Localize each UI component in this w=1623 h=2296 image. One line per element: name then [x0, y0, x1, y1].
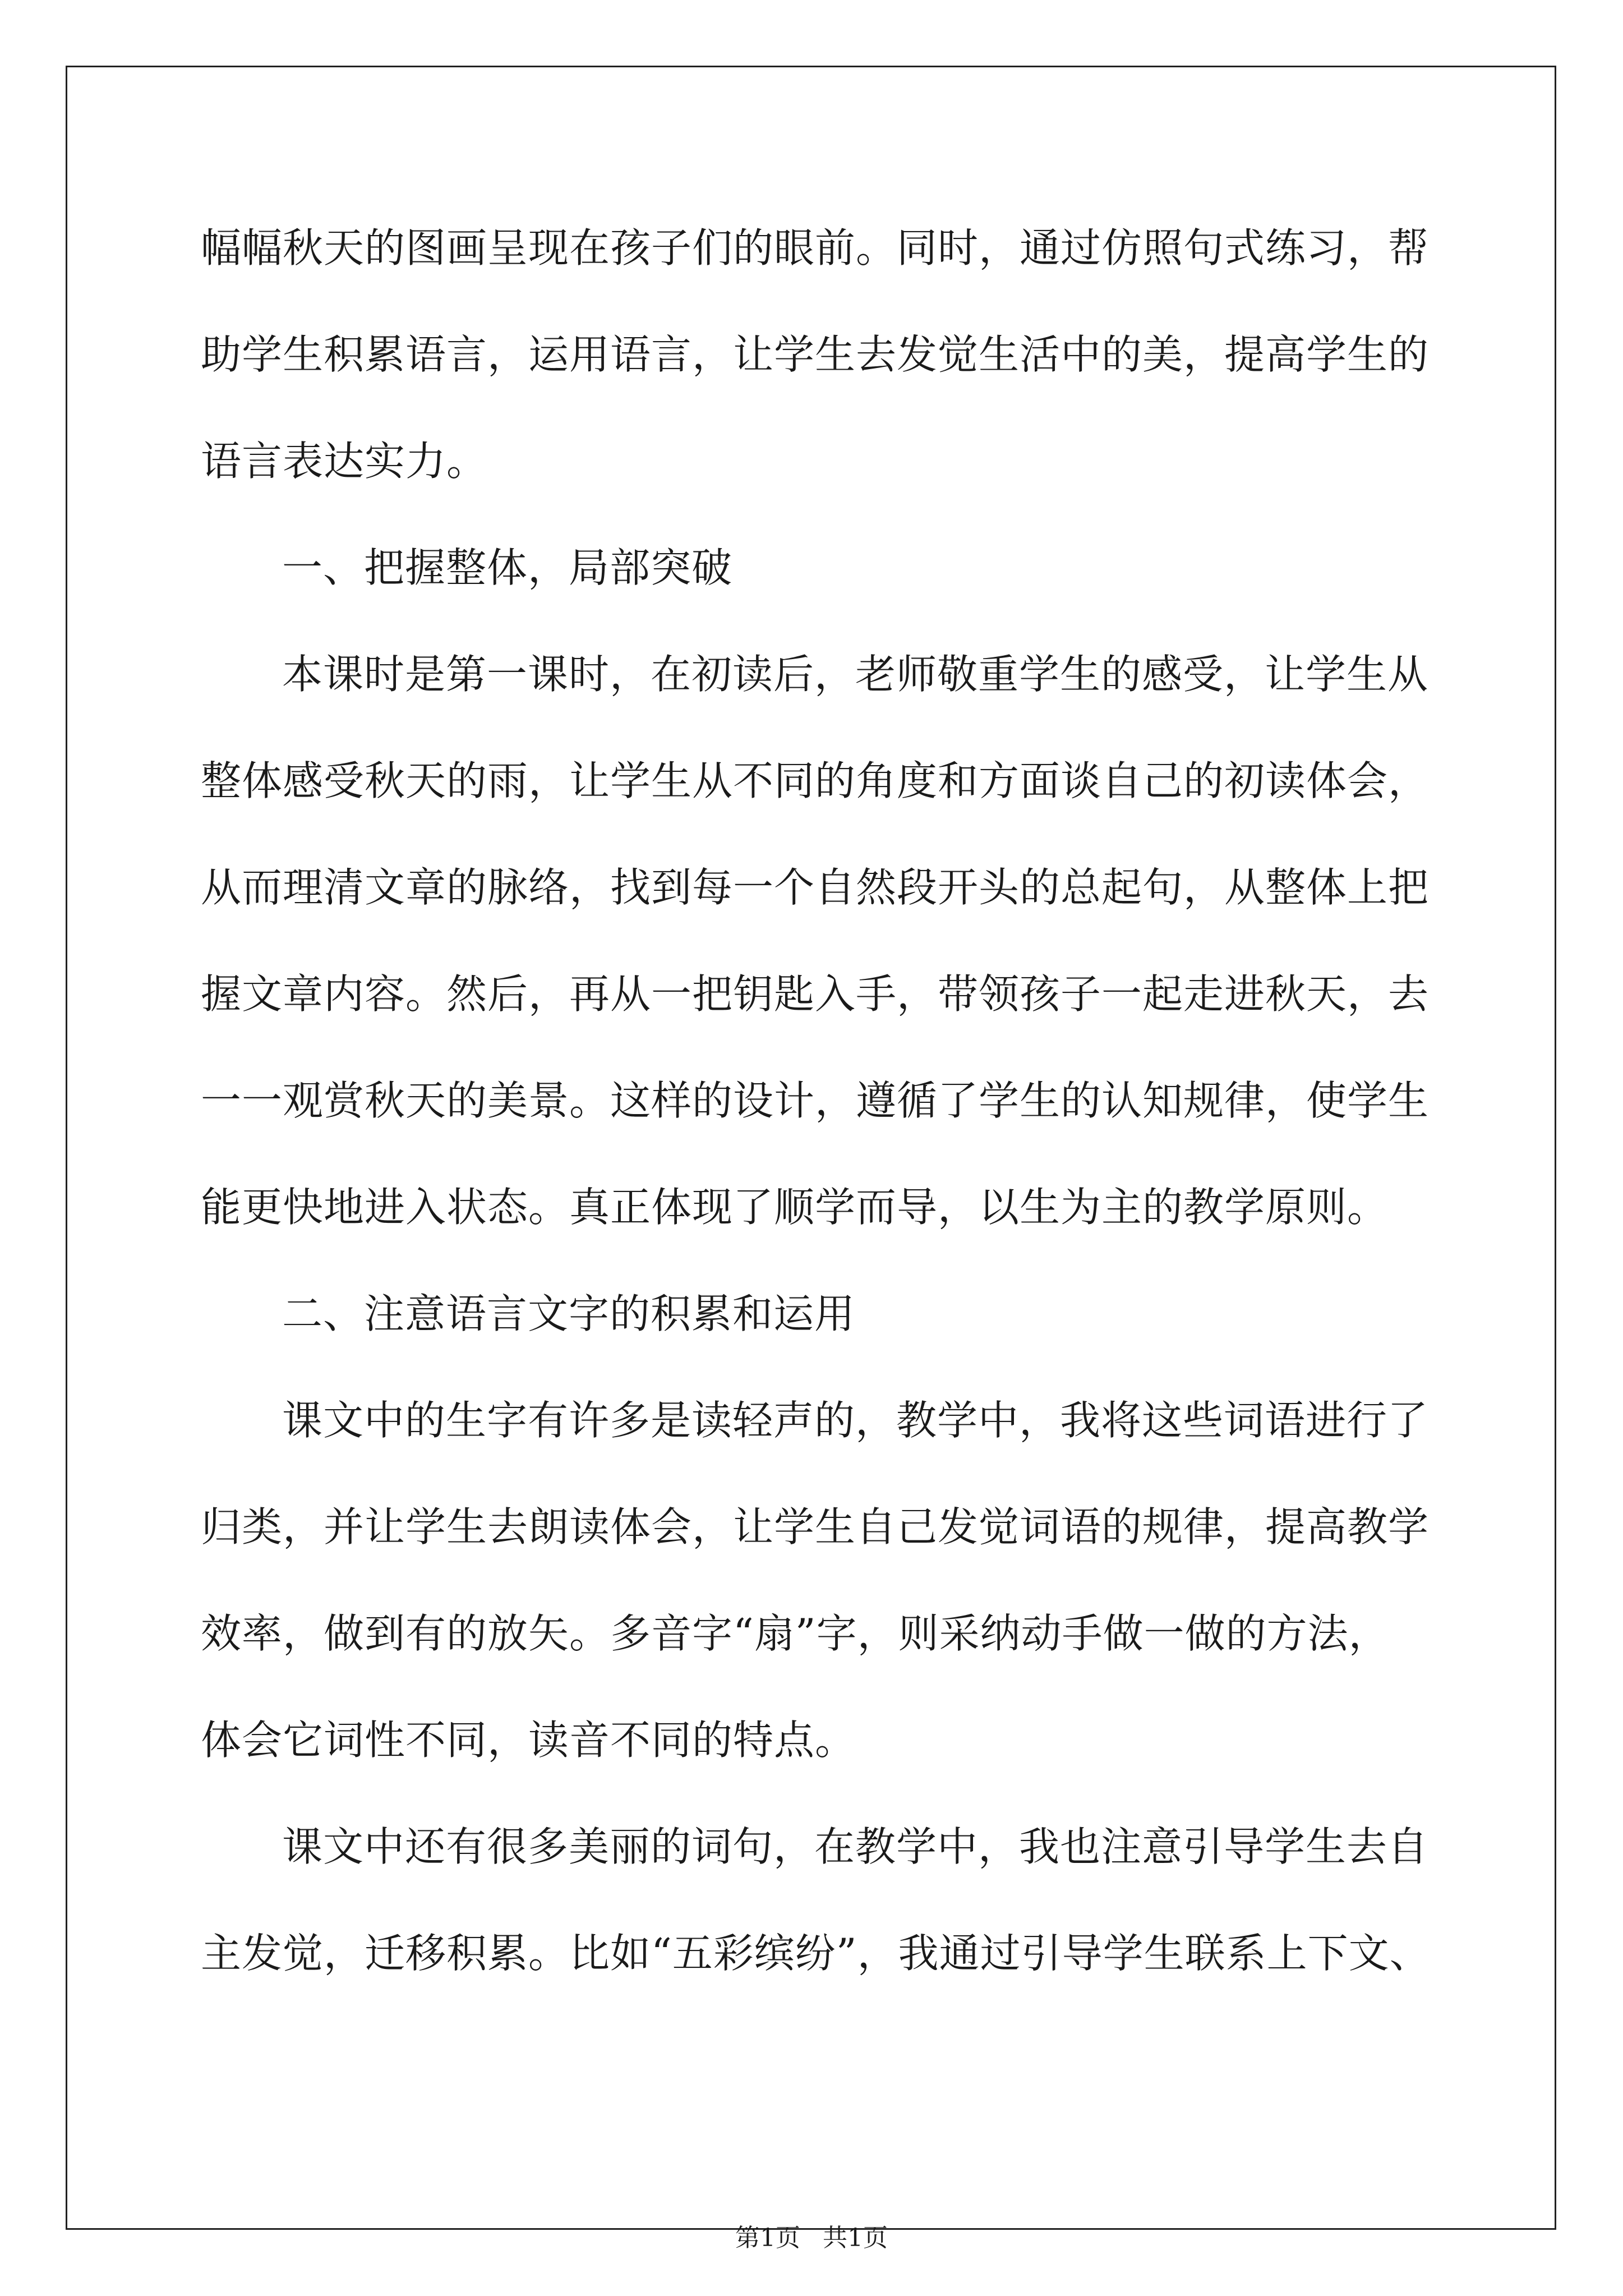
- body-line: 能更快地进入状态。真正体现了顺学而导，以生为主的教学原则。: [201, 1184, 1389, 1231]
- body-line: 从而理清文章的脉络，找到每一个自然段开头的总起句，从整体上把: [201, 864, 1430, 911]
- body-line: 语言表达实力。: [201, 438, 488, 485]
- body-line: 归类，并让学生去朗读体会，让学生自己发觉词语的规律，提高教学: [201, 1503, 1430, 1550]
- body-line: 一一观赏秋天的美景。这样的设计，遵循了学生的认知规律，使学生: [201, 1077, 1430, 1124]
- body-line: 幅幅秋天的图画呈现在孩子们的眼前。同时，通过仿照句式练习，帮: [201, 224, 1430, 272]
- body-line: 主发觉，迁移积累。比如“五彩缤纷”，我通过引导学生联系上下文、: [201, 1930, 1431, 1977]
- body-line: 课文中的生字有许多是读轻声的，教学中，我将这些词语进行了: [282, 1397, 1429, 1444]
- section-heading: 二、注意语言文字的积累和运用: [282, 1290, 856, 1337]
- page-footer: [0, 2221, 1623, 2255]
- body-line: 整体感受秋天的雨，让学生从不同的角度和方面谈自己的初读体会，: [201, 757, 1430, 804]
- page-number: 第1页: [735, 2224, 800, 2252]
- body-line: 课文中还有很多美丽的词句，在教学中，我也注意引导学生去自: [282, 1823, 1429, 1870]
- body-line: 效率，做到有的放矢。多音字“扇”字，则采纳动手做一做的方法，: [201, 1610, 1390, 1657]
- page-total: 共1页: [823, 2224, 888, 2252]
- body-line: 握文章内容。然后，再从一把钥匙入手，带领孩子一起走进秋天，去: [201, 970, 1430, 1018]
- page-border: [66, 66, 1556, 2230]
- body-line: 体会它词性不同，读音不同的特点。: [201, 1717, 856, 1764]
- body-line: 助学生积累语言，运用语言，让学生去发觉生活中的美，提高学生的: [201, 331, 1430, 378]
- body-line: 本课时是第一课时，在初读后，老师敬重学生的感受，让学生从: [282, 651, 1429, 698]
- section-heading: 一、把握整体，局部突破: [282, 544, 733, 591]
